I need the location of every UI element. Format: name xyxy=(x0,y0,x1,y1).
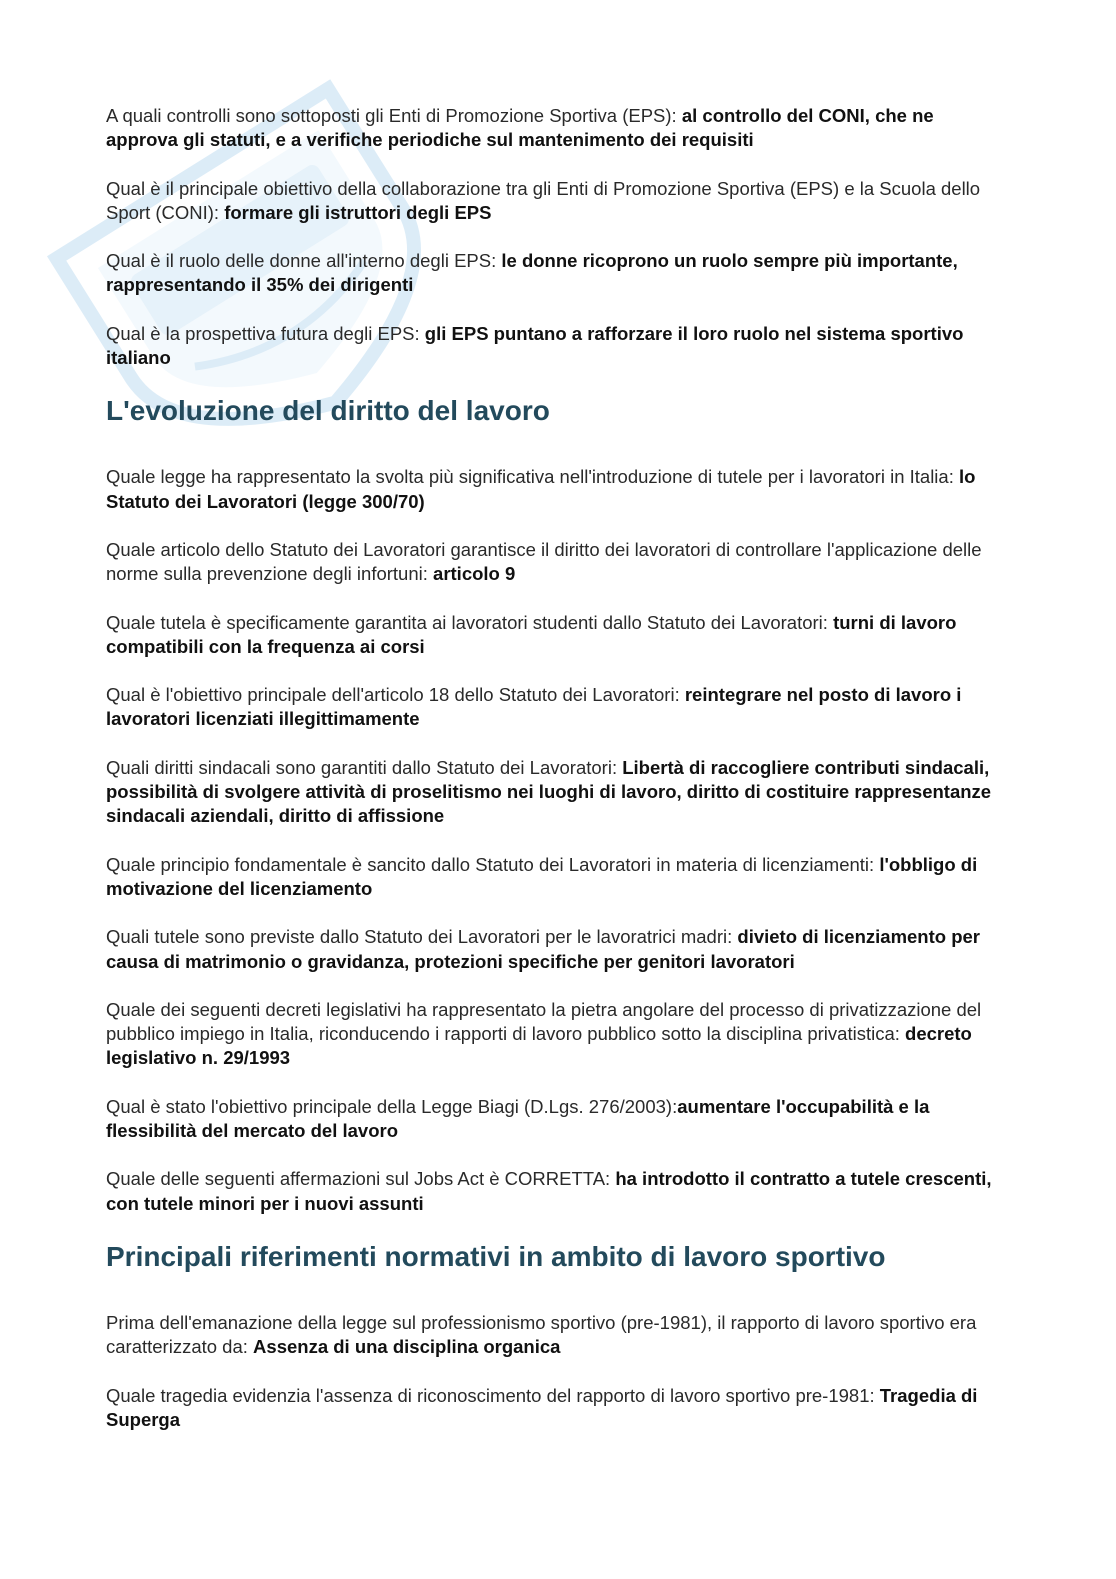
document-body xyxy=(106,104,1006,1456)
qa-item xyxy=(106,1311,1006,1360)
question-text: Qual è stato l'obiettivo principale della Legge Biagi (D.Lgs. 276/2003): xyxy=(106,1095,678,1117)
answer-text: gli EPS puntano a rafforzare il loro ruolo nel sistema sportivo italiano xyxy=(106,322,964,369)
qa-item xyxy=(106,1167,1006,1216)
qa-item xyxy=(106,683,1006,732)
qa-item xyxy=(106,1384,1006,1433)
question-text: Quale delle seguenti affermazioni sul Jobs Act è CORRETTA: xyxy=(106,1168,616,1190)
answer-text: Assenza di una disciplina organica xyxy=(253,1336,561,1358)
qa-item xyxy=(106,1095,1006,1144)
answer-text: l'obbligo di motivazione del licenziamento xyxy=(106,853,978,899)
question-text: Qual è l'obiettivo principale dell'articolo 18 dello Statuto dei Lavoratori: xyxy=(106,684,685,706)
section-heading: L'evoluzione del diritto del lavoro xyxy=(106,395,550,427)
qa-item xyxy=(106,104,1006,153)
section-heading: Principali riferimenti normativi in ambito di lavoro sportivo xyxy=(106,1240,886,1272)
qa-item xyxy=(106,611,1006,660)
qa-item xyxy=(106,322,1006,371)
question-text: Quali diritti sindacali sono garantiti dallo Statuto dei Lavoratori: xyxy=(106,756,623,778)
answer-text: articolo 9 xyxy=(433,563,516,585)
answer-text: decreto legislativo n. 29/1993 xyxy=(106,1023,972,1069)
question-text: Quale tutela è specificamente garantita ai lavoratori studenti dallo Statuto dei Lavoratori: xyxy=(106,611,834,633)
question-text: A quali controlli sono sottoposti gli Enti di Promozione Sportiva (EPS): xyxy=(106,105,682,126)
answer-text: formare gli istruttori degli EPS xyxy=(224,201,492,223)
answer-text: lo Statuto dei Lavoratori (legge 300/70) xyxy=(106,466,976,512)
qa-item xyxy=(106,925,1006,974)
question-text: Quale legge ha rappresentato la svolta più significativa nell'introduzione di tutele per i lavoratori in Italia: xyxy=(106,466,959,488)
section-eps xyxy=(106,104,1006,370)
qa-item xyxy=(106,465,1006,514)
question-text: Qual è il principale obiettivo della collaborazione tra gli Enti di Promozione Sportiva (EPS) e la Scuola dello Sport (CONI): xyxy=(106,177,981,223)
answer-text: ha introdotto il contratto a tutele crescenti, con tutele minori per i nuovi assunti xyxy=(106,1168,992,1214)
question-text: Qual è il ruolo delle donne all'interno degli EPS: xyxy=(106,250,502,272)
question-text: Prima dell'emanazione della legge sul professionismo sportivo (pre-1981), il rapporto di lavoro sportivo era caratterizzato da: xyxy=(106,1311,977,1358)
question-text: Quali tutele sono previste dallo Statuto dei Lavoratori per le lavoratrici madri: xyxy=(106,926,738,948)
question-text: Quale dei seguenti decreti legislativi ha rappresentato la pietra angolare del processo di privatizzazione del pubblico impiego in Italia, riconducendo i rapporti di lavoro pubblico sotto la disciplina privatistica: xyxy=(106,998,982,1045)
question-text: Quale articolo dello Statuto dei Lavoratori garantisce il diritto dei lavoratori di controllare l'applicazione delle norme sulla prevenzione degli infortuni: xyxy=(106,538,982,585)
answer-text: reintegrare nel posto di lavoro i lavoratori licenziati illegittimamente xyxy=(106,684,962,730)
answer-text: divieto di licenziamento per causa di matrimonio o gravidanza, protezioni specifiche per genitori lavoratori xyxy=(106,926,980,972)
answer-text: Libertà di raccogliere contributi sindacali, possibilità di svolgere attività di proselitismo nei luoghi di lavoro, diritto di costituire rappresentanze sindacali aziendali, diritto di affissione xyxy=(106,756,992,827)
answer-text: aumentare l'occupabilità e la flessibilità del mercato del lavoro xyxy=(106,1095,930,1142)
question-text: Quale tragedia evidenzia l'assenza di riconoscimento del rapporto di lavoro sportivo pre-1981: xyxy=(106,1384,880,1406)
qa-item xyxy=(106,177,1006,226)
qa-item xyxy=(106,756,1006,829)
qa-item xyxy=(106,538,1006,587)
qa-item xyxy=(106,998,1006,1071)
question-text: Qual è la prospettiva futura degli EPS: xyxy=(106,322,425,344)
section-lavoro-sportivo xyxy=(106,1240,1006,1432)
answer-text: le donne ricoprono un ruolo sempre più importante, rappresentando il 35% dei dirigenti xyxy=(106,250,958,296)
answer-text: al controllo del CONI, che ne approva gli statuti, e a verifiche periodiche sul mantenimento dei requisiti xyxy=(106,105,934,151)
answer-text: Tragedia di Superga xyxy=(106,1384,978,1430)
qa-item xyxy=(106,249,1006,298)
qa-item xyxy=(106,853,1006,902)
answer-text: turni di lavoro compatibili con la frequenza ai corsi xyxy=(106,611,957,657)
section-diritto-lavoro xyxy=(106,394,1006,1216)
question-text: Quale principio fondamentale è sancito dallo Statuto dei Lavoratori in materia di licenziamenti: xyxy=(106,853,880,875)
